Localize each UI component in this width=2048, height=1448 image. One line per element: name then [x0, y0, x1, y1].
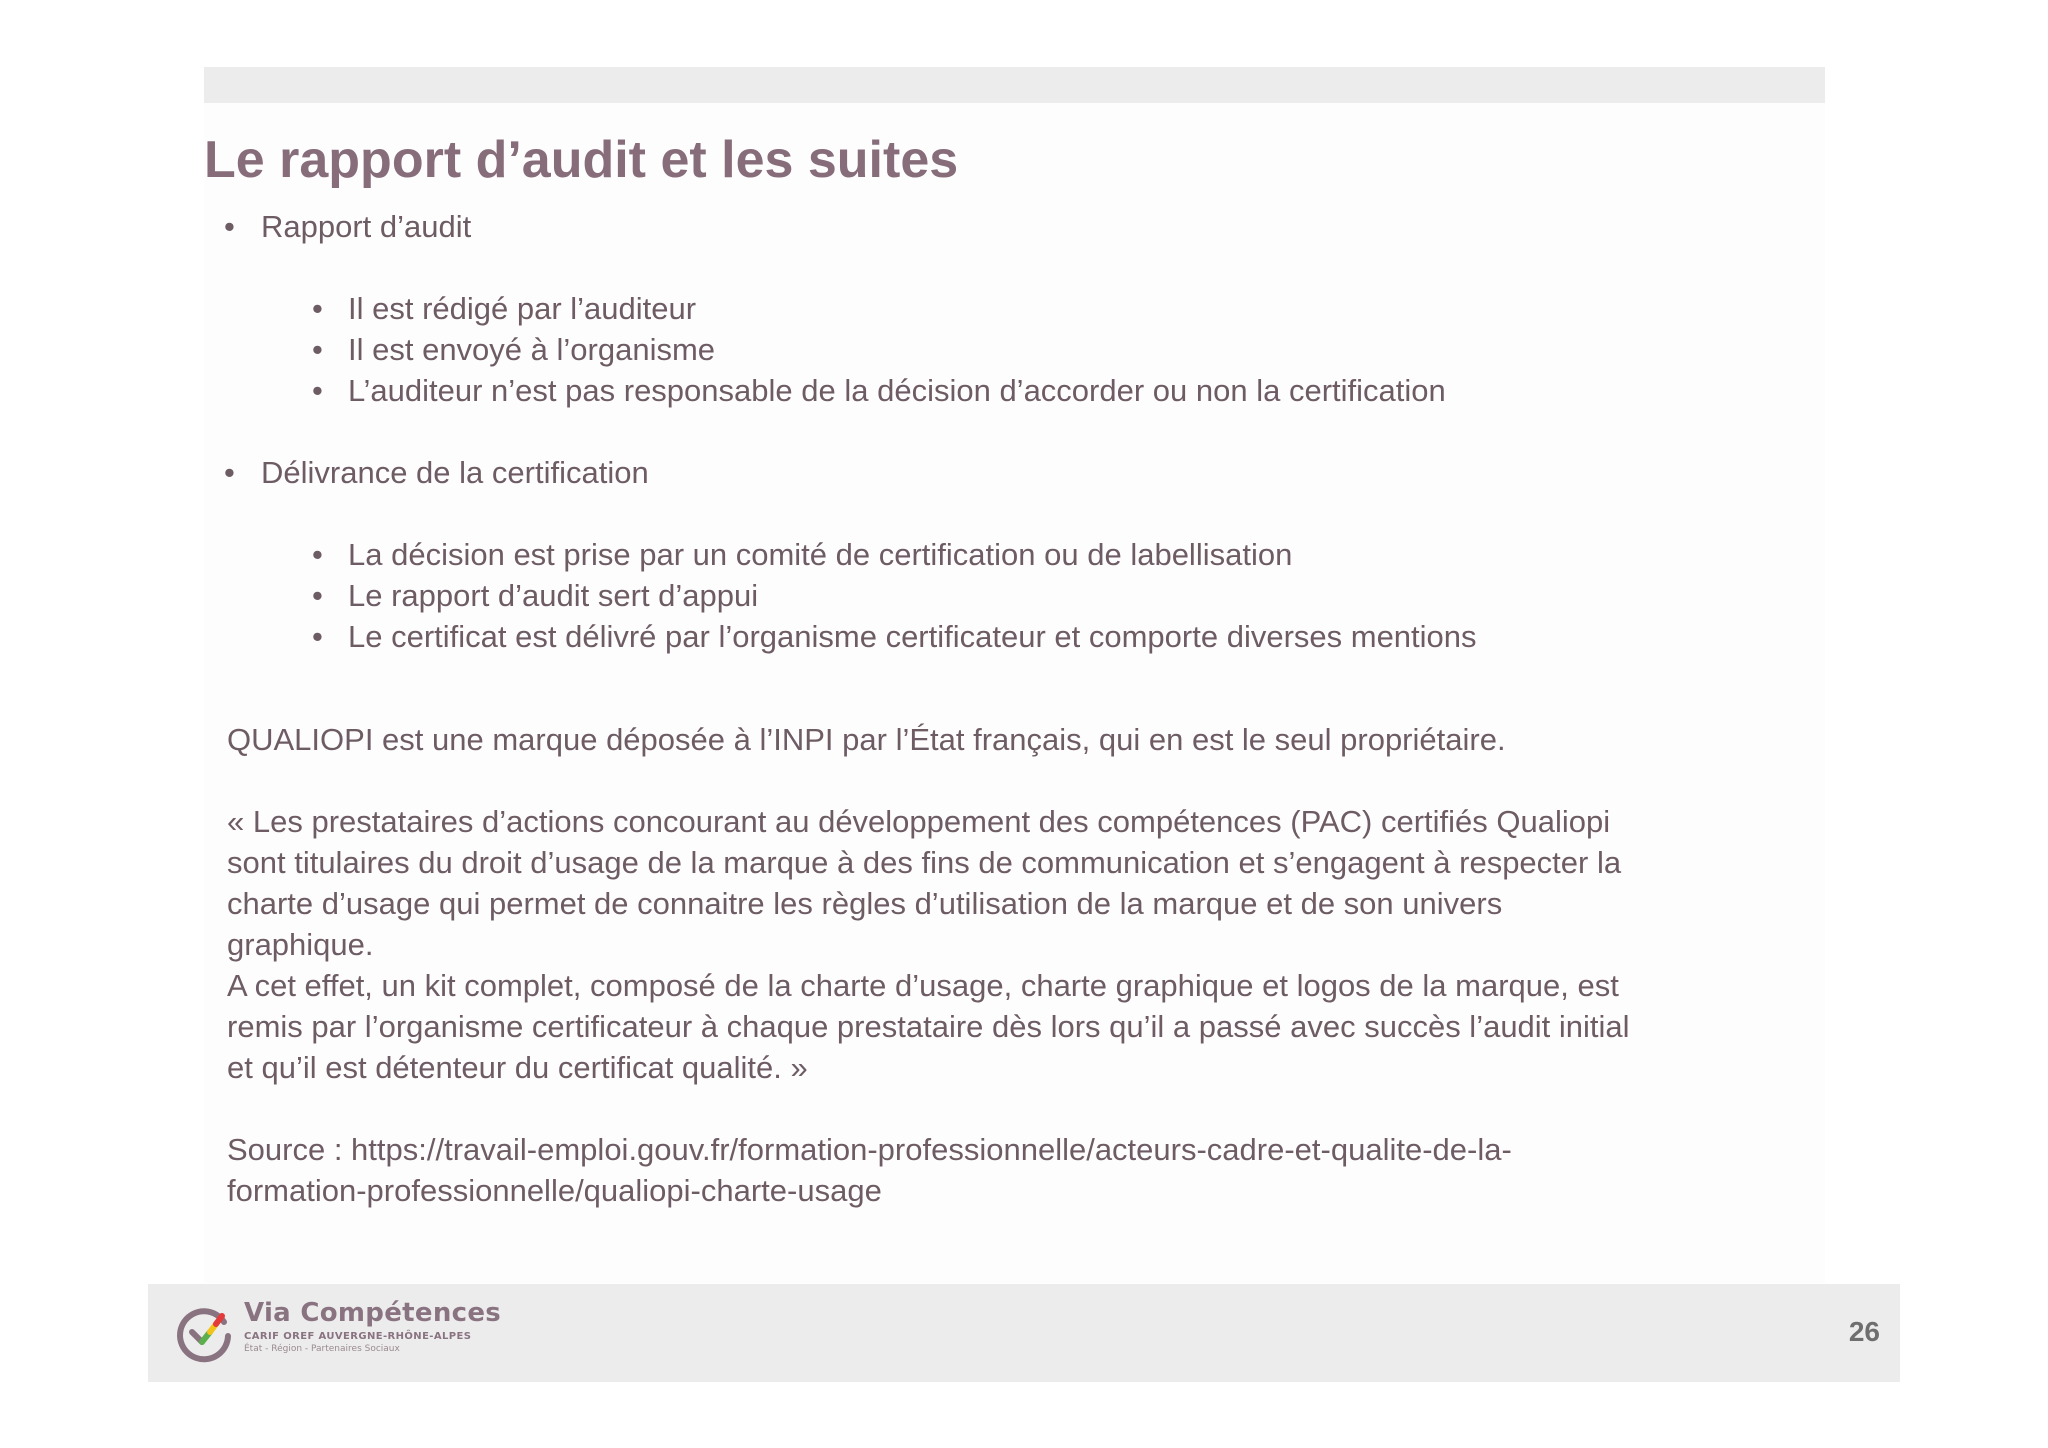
list-item [312, 534, 1292, 575]
quote-line: graphique. [227, 927, 374, 962]
bullet-icon: • [312, 291, 323, 326]
source-line: Source : https://travail-emploi.gouv.fr/formation-professionnelle/acteurs-cadre-et-qualite-de-la- [227, 1132, 1512, 1167]
quote-line: sont titulaires du droit d’usage de la marque à des fins de communication et s’engagent à respecter la [227, 845, 1622, 880]
list-item-text: Le certificat est délivré par l’organisme certificateur et comporte diverses mentions [348, 619, 1477, 654]
quote-line: et qu’il est détenteur du certificat qualité. » [227, 1050, 808, 1085]
brand-tagline: État - Région - Partenaires Sociaux [244, 1344, 400, 1354]
section-heading-text: Délivrance de la certification [261, 455, 649, 490]
bullet-icon: • [224, 209, 235, 244]
section-heading-text: Rapport d’audit [261, 209, 472, 244]
brand-subtitle: CARIF OREF AUVERGNE-RHÔNE-ALPES [244, 1331, 472, 1342]
list-item [312, 370, 1446, 411]
quote-line: charte d’usage qui permet de connaitre les règles d’utilisation de la marque et de son univers [227, 886, 1503, 921]
bullet-icon: • [224, 455, 235, 490]
source-paragraph [227, 1129, 1787, 1211]
bullet-icon: • [312, 373, 323, 408]
qualiopi-statement [227, 719, 1787, 760]
list-item-text: Il est envoyé à l’organisme [348, 332, 716, 367]
bullet-icon: • [312, 332, 323, 367]
brand-block [244, 1300, 501, 1354]
list-item [312, 288, 696, 329]
bullet-icon: • [312, 578, 323, 613]
list-item [312, 329, 715, 370]
section-heading-delivrance [224, 452, 649, 493]
brand-name: Via Compétences [244, 1298, 502, 1328]
list-item-text: L’auditeur n’est pas responsable de la décision d’accorder ou non la certification [348, 373, 1446, 408]
quote-line: remis par l’organisme certificateur à chaque prestataire dès lors qu’il a passé avec succès l’audit initial [227, 1009, 1630, 1044]
quote-line: « Les prestataires d’actions concourant au développement des compétences (PAC) certifiés Qualiopi [227, 804, 1611, 839]
top-band [204, 67, 1825, 103]
list-item-text: Il est rédigé par l’auditeur [348, 291, 697, 326]
qualiopi-statement-text: QUALIOPI est une marque déposée à l’INPI par l’État français, qui en est le seul propriétaire. [227, 722, 1506, 757]
list-item [312, 616, 1477, 657]
list-item [312, 575, 758, 616]
bullet-icon: • [312, 619, 323, 654]
source-line: formation-professionnelle/qualiopi-charte-usage [227, 1173, 882, 1208]
content-panel [204, 103, 1825, 1283]
list-item-text: Le rapport d’audit sert d’appui [348, 578, 759, 613]
page-number: 26 [1848, 1316, 1880, 1347]
quote-paragraph [227, 801, 1787, 1088]
footer-band [148, 1284, 1900, 1382]
list-item-text: La décision est prise par un comité de certification ou de labellisation [348, 537, 1293, 572]
bullet-icon: • [312, 537, 323, 572]
via-competences-logo-icon [176, 1302, 238, 1364]
section-heading-rapport [224, 206, 471, 247]
slide-title: Le rapport d’audit et les suites [204, 131, 959, 189]
quote-line: A cet effet, un kit complet, composé de la charte d’usage, charte graphique et logos de la marque, est [227, 968, 1619, 1003]
